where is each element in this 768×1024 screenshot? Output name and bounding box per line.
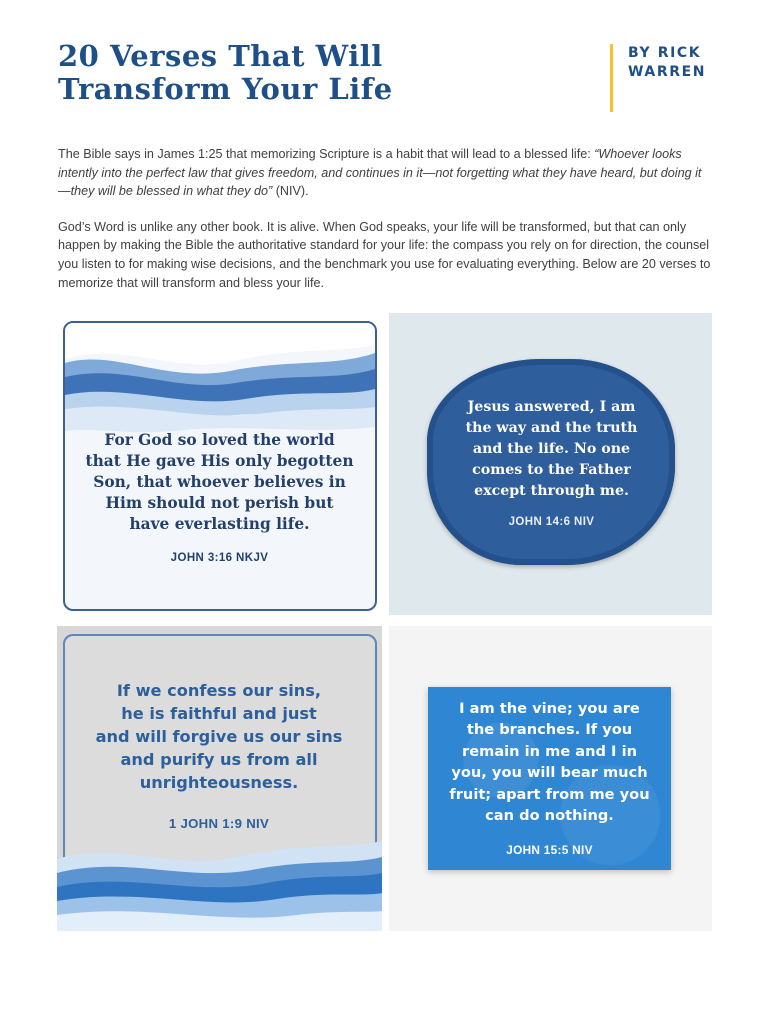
verse-line: the way and the truth — [465, 420, 638, 436]
verse-line: that He gave His only begotten — [85, 452, 354, 470]
intro-paragraph-2: God’s Word is unlike any other book. It is alive. When God speaks, your life will be transformed, but that can only happen by making the Bible the authoritative standard for your life: the compass you rely on for direction, the counsel you listen to for making wise decisions, and the benchmark you use for evaluating everything. Below are 20 verses to memorize that will transform and bless your life. — [58, 219, 711, 290]
verse-reference: JOHN 3:16 NKJV — [170, 552, 269, 564]
verse-line: fruit; apart from me you — [449, 785, 650, 803]
verse-line: remain in me and I in — [462, 742, 637, 760]
intro-text — [58, 145, 713, 292]
verse-line: comes to the Father — [472, 462, 631, 478]
james-quote: “Whoever looks intently into the perfect law that gives freedom, and continues in it—not forgetting what they have heard, but doing it—they will be blessed in what they do” — [58, 147, 702, 199]
verse-line: I am the vine; you are — [459, 700, 640, 717]
author-byline — [628, 44, 738, 82]
verse-line: except through me. — [474, 483, 629, 499]
verse-line: If we confess our sins, — [116, 681, 322, 700]
verse-line: Son, that whoever believes in — [93, 473, 346, 491]
verse-card-john-14-6 — [389, 313, 712, 615]
verse-card-1-john-1-9 — [57, 626, 382, 931]
verse-line: can do nothing. — [485, 807, 614, 825]
author-divider — [610, 44, 613, 112]
intro-lead: The Bible says in James 1:25 that memorizing Scripture is a habit that will lead to a blessed life: — [58, 147, 591, 161]
title-line-2: Transform Your Life — [58, 72, 393, 106]
verse-text — [69, 679, 369, 794]
verse-line: the branches. If you — [466, 721, 633, 739]
verse-text — [77, 430, 362, 535]
verse-line: he is faithful and just — [121, 704, 317, 723]
verse-text — [429, 397, 674, 502]
verse-line: you, you will bear much — [451, 764, 648, 782]
author-line-1: BY RICK — [628, 45, 702, 61]
verse-card-john-15-5 — [389, 626, 712, 931]
verse-line: Jesus answered, I am — [467, 399, 636, 415]
verse-card-john-3-16 — [57, 313, 382, 615]
title-line-1: 20 Verses That Will — [58, 39, 383, 73]
verse-reference: 1 JOHN 1:9 NIV — [168, 816, 270, 831]
verse-line: For God so loved the world — [104, 431, 335, 449]
author-line-2: WARREN — [628, 64, 707, 80]
wave-decoration — [65, 323, 375, 433]
verse-line: and purify us from all — [120, 750, 318, 769]
verse-reference: JOHN 14:6 NIV — [508, 516, 595, 528]
verse-line: Him should not perish but — [105, 494, 334, 512]
verse-reference: JOHN 15:5 NIV — [506, 843, 593, 857]
intro-quote-citation: (NIV). — [272, 184, 309, 199]
verse-text — [428, 698, 671, 826]
verse-line: unrighteousness. — [139, 773, 299, 792]
page-title — [58, 40, 578, 106]
verse-line: have everlasting life. — [129, 515, 310, 533]
intro-paragraph-1 — [58, 145, 713, 201]
verse-line: and the life. No one — [472, 441, 631, 457]
wave-decoration — [57, 831, 382, 931]
verse-line: and will forgive us our sins — [95, 727, 343, 746]
